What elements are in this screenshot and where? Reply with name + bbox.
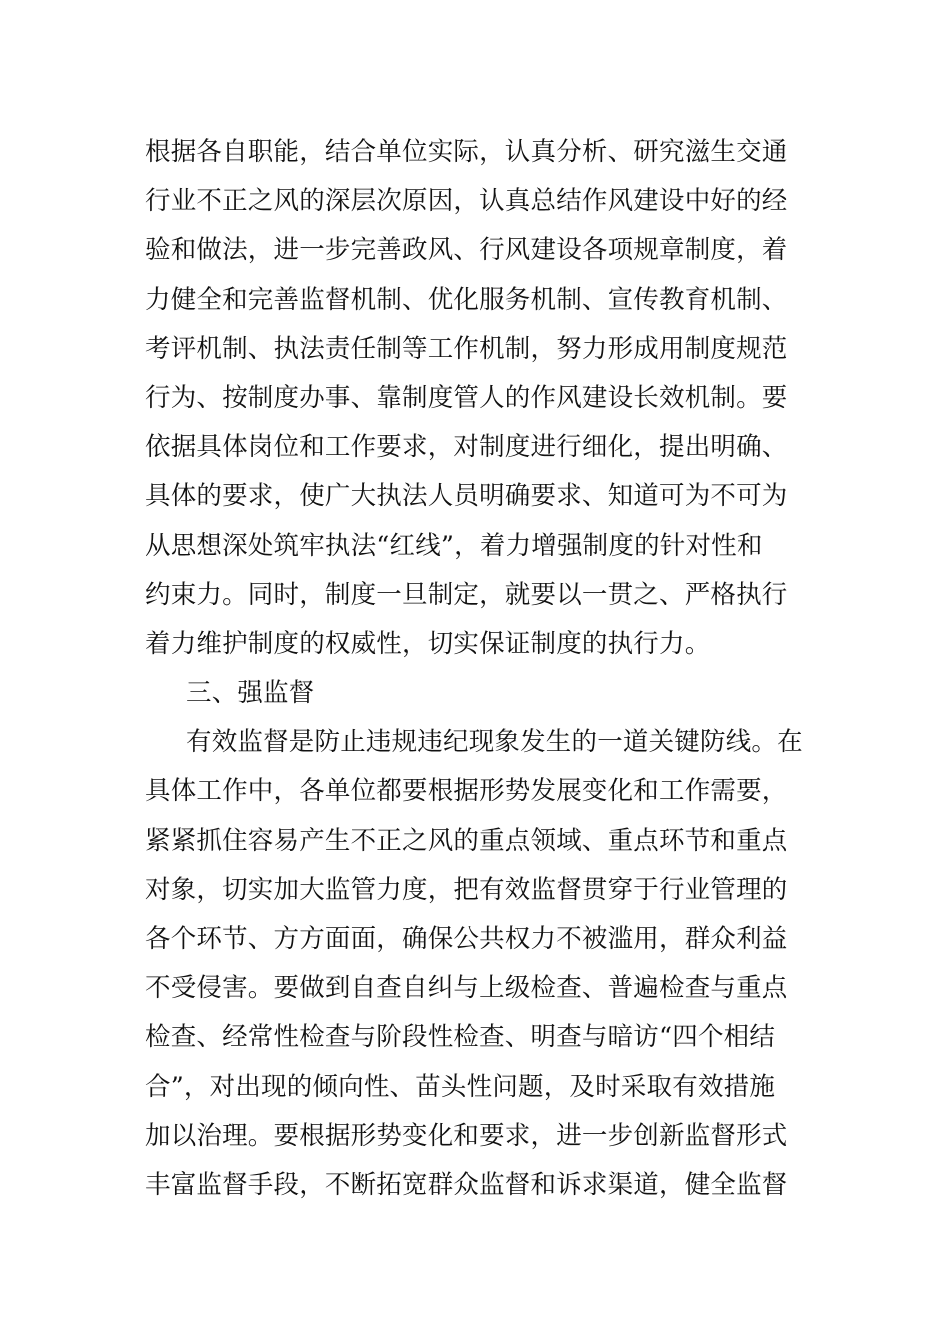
text-line: 紧紧抓住容易产生不正之风的重点领域、重点环节和重点 bbox=[145, 825, 788, 856]
text-line: 依据具体岗位和工作要求，对制度进行细化，提出明确、 bbox=[145, 432, 788, 463]
text-line: 根据各自职能，结合单位实际，认真分析、研究滋生交通 bbox=[145, 137, 788, 167]
text-line: 加以治理。要根据形势变化和要求，进一步创新监督形式 bbox=[145, 1120, 788, 1151]
section-heading: 三、强监督 bbox=[186, 678, 315, 709]
text-line: 对象，切实加大监管力度，把有效监督贯穿于行业管理的 bbox=[145, 874, 788, 905]
text-line: 行为、按制度办事、靠制度管人的作风建设长效机制。要 bbox=[145, 382, 788, 413]
text-line: 着力维护制度的权威性，切实保证制度的执行力。 bbox=[145, 628, 711, 659]
text-line: 具体的要求，使广大执法人员明确要求、知道可为不可为 bbox=[145, 481, 788, 512]
text-line: 有效监督是防止违规违纪现象发生的一道关键防线。在 bbox=[186, 727, 803, 758]
body-text bbox=[145, 128, 810, 1210]
text-line: 考评机制、执法责任制等工作机制，努力形成用制度规范 bbox=[145, 333, 788, 364]
text-line: 力健全和完善监督机制、优化服务机制、宣传教育机制、 bbox=[145, 284, 788, 315]
text-line: 丰富监督手段，不断拓宽群众监督和诉求渠道，健全监督 bbox=[145, 1169, 788, 1200]
text-line: 不受侵害。要做到自查自纠与上级检查、普遍检查与重点 bbox=[145, 973, 788, 1004]
text-line: 具体工作中，各单位都要根据形势发展变化和工作需要， bbox=[145, 776, 788, 807]
text-line: 约束力。同时，制度一旦制定，就要以一贯之、严格执行 bbox=[145, 579, 788, 610]
text-line: 验和做法，进一步完善政风、行风建设各项规章制度，着 bbox=[145, 235, 788, 266]
text-line: 从思想深处筑牢执法“红线”，着力增强制度的针对性和 bbox=[145, 530, 763, 561]
text-line: 行业不正之风的深层次原因，认真总结作风建设中好的经 bbox=[145, 186, 788, 217]
text-line: 各个环节、方方面面，确保公共权力不被滥用，群众利益 bbox=[145, 924, 788, 954]
text-line: 检查、经常性检查与阶段性检查、明查与暗访“四个相结 bbox=[145, 1022, 776, 1053]
text-line: 合”，对出现的倾向性、苗头性问题，及时采取有效措施 bbox=[145, 1071, 776, 1102]
